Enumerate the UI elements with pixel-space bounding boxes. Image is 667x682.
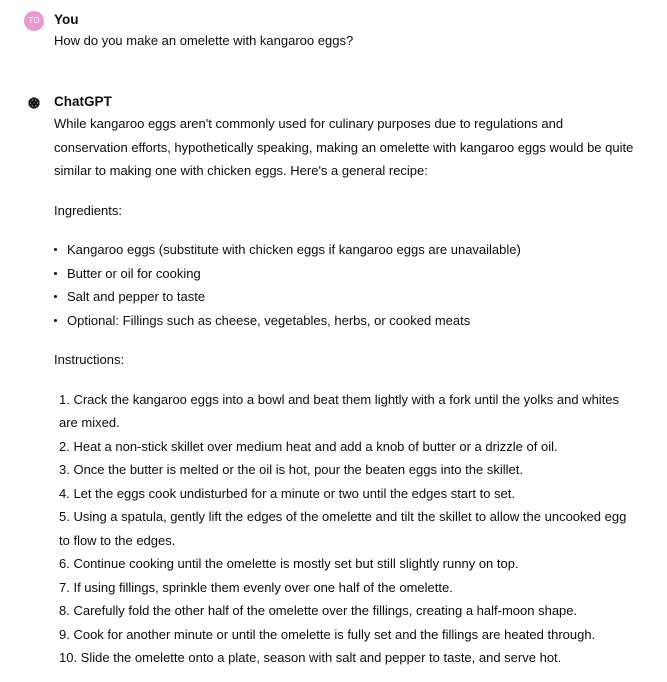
list-item: 8. Carefully fold the other half of the omelette over the fillings, creating a half-moon shape.	[59, 603, 578, 618]
user-message-text: How do you make an omelette with kangaroo eggs?	[54, 33, 354, 48]
list-item: 9. Cook for another minute or until the omelette is fully set and the fillings are heated through.	[59, 626, 596, 642]
list-item: 4. Let the eggs cook undisturbed for a minute or two until the edges start to set.	[59, 485, 515, 501]
list-item: Butter or oil for cooking	[54, 262, 639, 286]
bullet-icon	[54, 248, 57, 251]
list-item: 3. Once the butter is melted or the oil is hot, pour the beaten eggs into the skillet.	[59, 462, 523, 477]
intro-paragraph: While kangaroo eggs aren't commonly used for culinary purposes due to regulations and conservation efforts, hypothetically speaking, making an omelette with kangaroo eggs would be quite similar to making one with chicken eggs. Here's a general recipe:	[54, 116, 634, 178]
list-item: Optional: Fillings such as cheese, vegetables, herbs, or cooked meats	[54, 309, 639, 333]
bullet-icon	[54, 272, 57, 275]
user-avatar: TO	[24, 11, 44, 31]
list-item: 10. Slide the omelette onto a plate, season with salt and pepper to taste, and serve hot.	[59, 650, 562, 665]
assistant-author-name: ChatGPT	[54, 94, 112, 109]
list-item: 7. If using fillings, sprinkle them evenly over one half of the omelette.	[59, 579, 453, 595]
instructions-list	[54, 388, 639, 670]
bullet-icon	[54, 319, 57, 322]
list-item: 2. Heat a non-stick skillet over medium heat and add a knob of butter or a drizzle of oil.	[59, 438, 558, 454]
list-item: 1. Crack the kangaroo eggs into a bowl and beat them lightly with a fork until the yolks and whites are mixed.	[59, 391, 620, 430]
list-item: 6. Continue cooking until the omelette is mostly set but still slightly runny on top.	[59, 556, 519, 571]
openai-logo-icon	[24, 93, 44, 113]
list-item: Kangaroo eggs (substitute with chicken eggs if kangaroo eggs are unavailable)	[54, 238, 639, 262]
ingredients-list	[54, 238, 639, 332]
list-item: 5. Using a spatula, gently lift the edges of the omelette and tilt the skillet to allow the uncooked egg to flow to the edges.	[59, 509, 627, 548]
ingredients-heading: Ingredients:	[54, 202, 122, 218]
user-author-name: You	[54, 12, 79, 27]
assistant-message-body	[54, 112, 639, 670]
list-item: Salt and pepper to taste	[54, 285, 639, 309]
bullet-icon	[54, 295, 57, 298]
instructions-heading: Instructions:	[54, 352, 125, 367]
